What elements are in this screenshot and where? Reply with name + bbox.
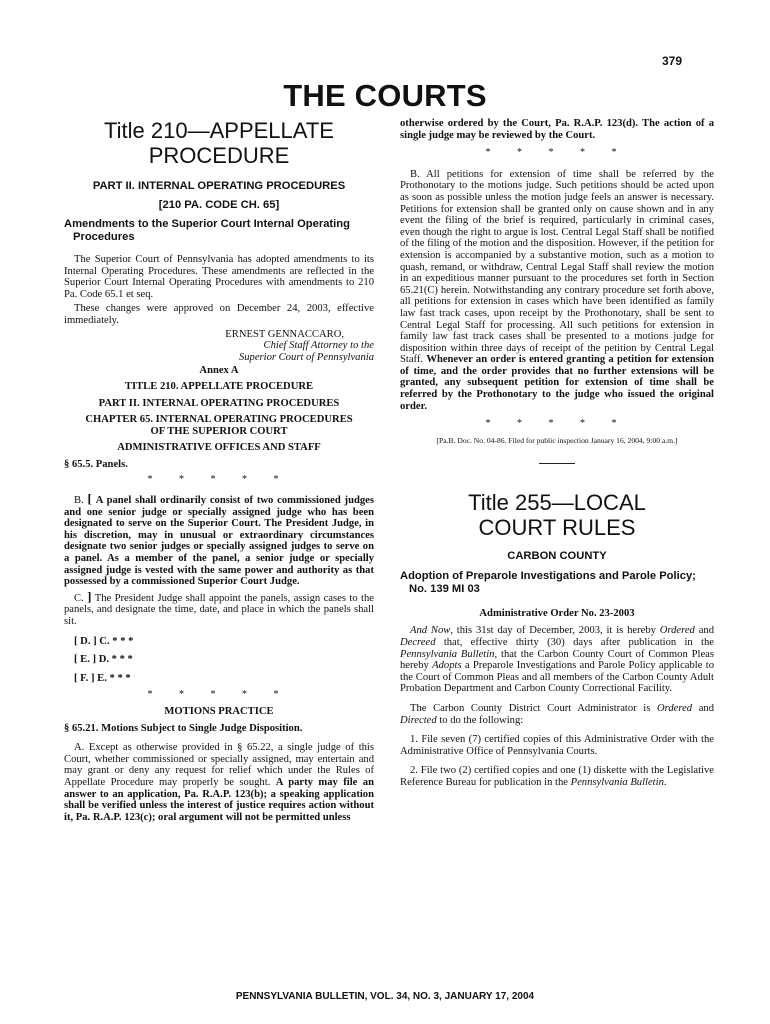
para-text: The President Judge shall appoint the panels, assign cases to the panels, and designate the time, date, and place in which the panels shall sit. <box>64 592 374 628</box>
renumbered-line: [ D. ] C. * * * <box>74 635 134 647</box>
title-255-heading <box>400 490 714 540</box>
para-prefix: B. <box>74 495 88 507</box>
section-heading: § 65.5. Panels. <box>64 458 128 470</box>
annex-title: TITLE 210. APPELLATE PROCEDURE <box>124 380 314 392</box>
left-column <box>64 118 374 823</box>
county-heading: CARBON COUNTY <box>507 549 607 562</box>
para-text: and <box>692 703 714 714</box>
para-prefix: C. <box>74 592 88 604</box>
italic-text: And Now <box>410 625 451 637</box>
signature-block <box>64 329 374 364</box>
para-text: 2. File two (2) certified copies and one (1) diskette with the Legislative Reference Bureau for publication in the <box>400 765 714 788</box>
section-heading: § 65.21. Motions Subject to Single Judge Disposition. <box>64 722 303 734</box>
para-text: to do the following: <box>436 714 524 726</box>
body-paragraph <box>400 765 714 788</box>
ellipsis-stars: * * * * * <box>485 418 629 430</box>
ellipsis-stars: * * * * * <box>485 147 629 159</box>
deleted-paragraph <box>64 493 374 588</box>
para-text: , that the Carbon County Court of Common Pleas hereby <box>400 648 714 672</box>
continued-bold-text: otherwise ordered by the Court, Pa. R.A.P. 123(d). The action of a single judge may be reviewed by the Court. <box>400 118 714 141</box>
title-line: Title 255—LOCAL <box>468 489 646 515</box>
title-line: COURT RULES <box>478 514 636 540</box>
italic-text: Directed <box>400 714 437 726</box>
italic-text: Ordered <box>656 703 693 714</box>
filing-notice: [Pa.B. Doc. No. 04-86. Filed for public inspection January 16, 2004, 9:00 a.m.] <box>436 435 678 445</box>
para-text: , this 31st day of December, 2003, it is hereby <box>450 625 660 637</box>
italic-text: Decreed <box>400 637 436 649</box>
title-210-heading <box>64 118 374 168</box>
italic-text: Adopts <box>432 660 462 672</box>
renumbered-line: [ F. ] E. * * * <box>74 672 131 684</box>
body-paragraph <box>400 625 714 695</box>
body-paragraph <box>400 169 714 412</box>
part-heading: PART II. INTERNAL OPERATING PROCEDURES <box>92 180 346 192</box>
body-paragraph: These changes were approved on December 24, 2003, effective immediately. <box>64 303 374 326</box>
signature-title: Chief Staff Attorney to the <box>263 340 374 352</box>
para-text: The Carbon County District Court Administrator is <box>410 703 657 714</box>
signature-title: Superior Court of Pennsylvania <box>238 351 374 363</box>
italic-text: Pennsylvania Bulletin <box>400 648 495 660</box>
para-text: A. Except as otherwise provided in § 65.22, a single judge of this Court, whether commissioned or specially assigned, may entertain and may grant or deny any request for relief which under the Rules of Appellate Procedure may properly be sought. <box>64 742 374 788</box>
para-text: that, effective thirty (30) days after publication in the <box>435 637 714 649</box>
bracket: [ <box>87 491 92 507</box>
body-paragraph <box>64 588 374 628</box>
adoption-heading: Adoption of Preparole Investigations and Parole Policy; No. 139 MI 03 <box>400 569 696 595</box>
code-citation: [210 PA. CODE CH. 65] <box>158 199 280 211</box>
right-column <box>400 118 714 789</box>
italic-text: Pennsylvania Bulletin <box>570 776 664 788</box>
para-text: a Preparole Investigations and Parole Policy applicable to the Court of Common Pleas and all members of the Carbon County Adult Probation Department and Carbon County Correctional Facility. <box>400 660 714 695</box>
page-footer: PENNSYLVANIA BULLETIN, VOL. 34, NO. 3, JANUARY 17, 2004 <box>235 991 535 1002</box>
order-heading: Administrative Order No. 23-2003 <box>479 607 635 619</box>
annex-part: PART II. INTERNAL OPERATING PROCEDURES <box>98 397 340 409</box>
bold-text: Whenever an order is entered granting a petition for extension of time, and the order provides that no further extensions will be granted, any subsequent petition for extension of time shall be referred by the Prothonotary to the judge who issued the original order. <box>400 354 714 412</box>
section-banner: THE COURTS <box>283 78 487 113</box>
annex-label: Annex A <box>199 365 239 377</box>
bold-text: A party may file an answer to an application, Pa. R.A.P. 123(b); a speaking application shall be verified unless the interest of justice requires action without it, Pa. R.A.P. 123(c); oral argument will not be permitted unless <box>64 776 374 823</box>
body-paragraph: 1. File seven (7) certified copies of this Administrative Order with the Administrative Office of Pennsylvania Courts. <box>400 734 714 757</box>
ellipsis-stars: * * * * * <box>147 473 291 485</box>
motions-heading: MOTIONS PRACTICE <box>164 706 274 717</box>
ellipsis-stars: * * * * * <box>147 689 291 701</box>
amendments-heading: Amendments to the Superior Court Internal Operating Procedures <box>64 218 350 243</box>
renumbered-line: [ E. ] D. * * * <box>74 654 133 666</box>
bold-text: A panel shall ordinarily consist of two commissioned judges and one senior judge or specially assigned judge who has been designated to serve on the Superior Court. The President Judge, in his discretion, may in unusual or extraordinary circumstances designate two senior judges or specially assigned judges to serve on a panel. As a member of the panel, a senior judge or specially assigned judge is vested with the same power and authority as that possessed by a commissioned Superior Court Judge. <box>64 495 374 588</box>
title-line: Title 210—APPELLATE <box>104 118 334 143</box>
signature-name: ERNEST GENNACCARO, <box>225 328 344 340</box>
italic-text: Ordered <box>659 625 695 637</box>
page-number: 379 <box>661 54 682 68</box>
para-text: . <box>663 776 667 788</box>
para-text: B. All petitions for extension of time shall be referred by the Prothonotary to the motions judge. Such petitions should be acted upon as soon as possible unless the motion judge feels an answer is necessary. Petitions for extension shall be granted only on cause shown and in any event the filing of the brief is required, particularly in criminal cases, even though the right to argue is lost. Central Legal Staff shall be notified of the filing of the motion and the disposition. However, if the petition for extension is accompanied by a substantive motion, such as a motion to quash, remand, or withdraw, Central Legal Staff shall review the motion in an expeditious manner pursuant to the procedures set forth in Section 65.21(C) herein. Notwithstanding any contrary procedure set forth above, all petitions for extension in cases which have been identified as family law fast track cases, upon receipt by the Prothonotary, shall be sent to Central Legal Staff for processing. All such petitions for extension in family law fast track cases shall be presented to a motions judge for disposition within three days of receipt of the petition by Central Legal Staff. <box>400 168 714 366</box>
body-paragraph <box>64 742 374 823</box>
chapter-heading: CHAPTER 65. INTERNAL OPERATING PROCEDURES OF THE SUPERIOR COURT <box>85 414 353 437</box>
title-line: PROCEDURE <box>148 143 290 168</box>
bracket: ] <box>87 588 92 604</box>
body-paragraph: The Superior Court of Pennsylvania has adopted amendments to its Internal Operating Procedures. These amendments are reflected in the Superior Court Internal Operating Procedures with amendments to 210 Pa. Code 65.1 et seq. <box>64 254 374 300</box>
subchapter-heading: ADMINISTRATIVE OFFICES AND STAFF <box>117 442 321 454</box>
body-paragraph <box>400 703 714 726</box>
para-text: and <box>694 625 714 637</box>
